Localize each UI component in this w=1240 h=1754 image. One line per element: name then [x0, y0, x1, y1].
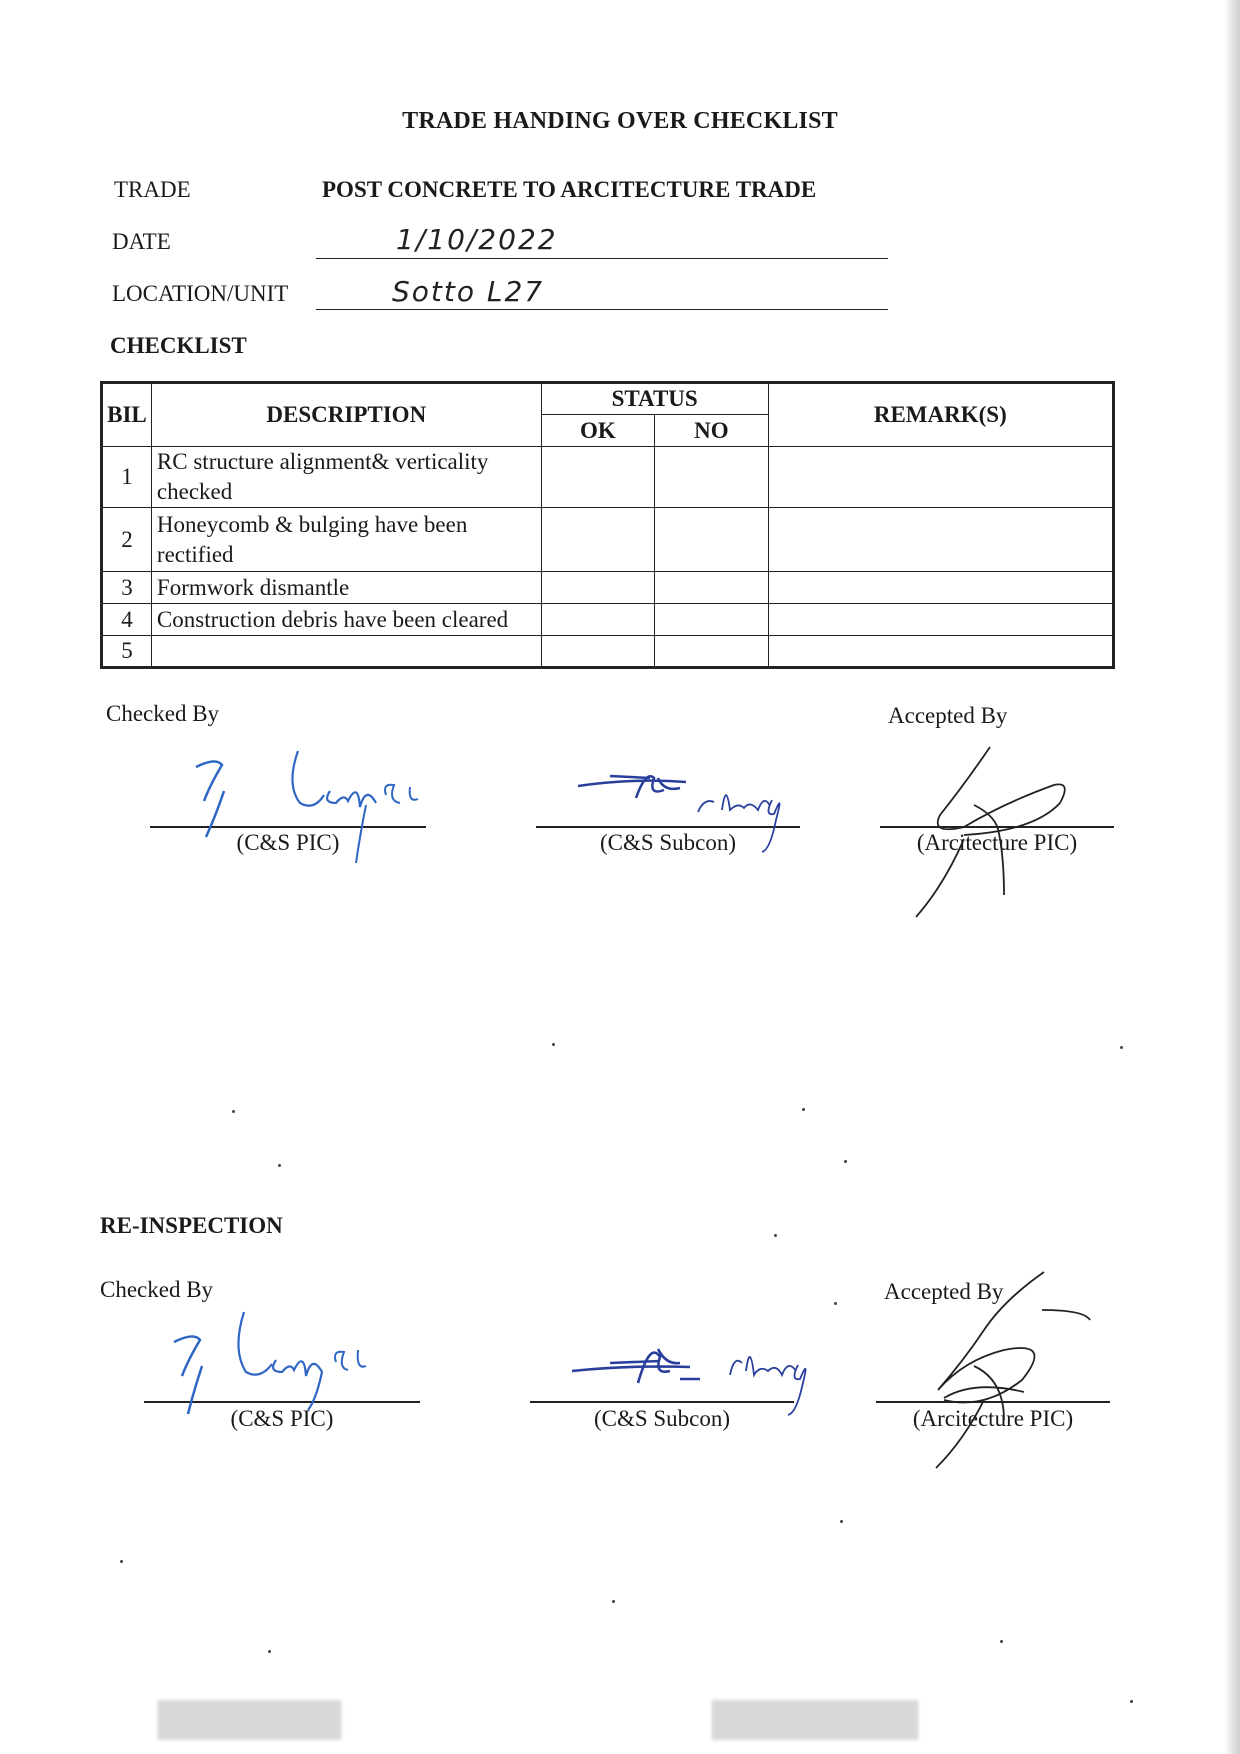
re-arch-pic-label: (Arcitecture PIC): [912, 1406, 1074, 1431]
scan-speck: [1130, 1700, 1133, 1703]
checked-by-label: Checked By: [106, 701, 220, 726]
table-header-row: [102, 383, 1114, 415]
table-row: [102, 447, 1114, 508]
cs-subcon-signature: [574, 770, 814, 860]
table-row: [102, 508, 1114, 572]
date-underline: [316, 258, 888, 259]
arch-pic-label: (Arcitecture PIC): [916, 830, 1078, 855]
col-description-header: DESCRIPTION: [151, 383, 541, 447]
accepted-by-label: Accepted By: [888, 703, 1008, 728]
document-title: TRADE HANDING OVER CHECKLIST: [402, 108, 838, 134]
re-cs-subcon-signature: [570, 1335, 820, 1425]
scan-speck: [552, 1043, 555, 1046]
row-bil: 1: [102, 447, 152, 508]
row-bil: 5: [102, 636, 152, 668]
row-remark-cell[interactable]: [768, 447, 1113, 508]
row-no-cell[interactable]: [655, 447, 768, 508]
row-description: Formwork dismantle: [151, 572, 541, 604]
reinspection-accepted-by-label: Accepted By: [884, 1279, 1004, 1304]
row-description: Honeycomb & bulging have been rectified: [151, 508, 541, 572]
row-ok-cell[interactable]: [541, 636, 654, 668]
row-description: RC structure alignment& verticality checked: [151, 447, 541, 508]
trade-value: POST CONCRETE TO ARCITECTURE TRADE: [322, 177, 817, 202]
scan-speck: [1120, 1046, 1123, 1049]
date-label: DATE: [112, 229, 171, 254]
re-cs-subcon-label: (C&S Subcon): [593, 1406, 731, 1431]
trade-label: TRADE: [114, 177, 191, 202]
row-description: [151, 636, 541, 668]
row-remark-cell[interactable]: [768, 636, 1113, 668]
row-bil: 4: [102, 604, 152, 636]
scan-speck: [1000, 1640, 1003, 1643]
cs-subcon-label: (C&S Subcon): [599, 830, 737, 855]
reinspection-checked-by-label: Checked By: [100, 1277, 214, 1302]
location-value: Sotto L27: [392, 275, 545, 308]
table-row: [102, 636, 1114, 668]
row-ok-cell[interactable]: [541, 447, 654, 508]
checklist-heading: CHECKLIST: [110, 333, 247, 358]
col-ok-header: OK: [541, 415, 654, 447]
row-remark-cell[interactable]: [768, 604, 1113, 636]
row-no-cell[interactable]: [655, 604, 768, 636]
scan-speck: [844, 1160, 847, 1163]
date-value: 1/10/2022: [396, 223, 558, 256]
scan-speck: [834, 1302, 837, 1305]
row-remark-cell[interactable]: [768, 572, 1113, 604]
col-remarks-header: REMARK(S): [768, 383, 1113, 447]
scan-speck: [802, 1108, 805, 1111]
col-bil-header: BIL: [102, 383, 152, 447]
row-description: Construction debris have been cleared: [151, 604, 541, 636]
table-row: [102, 572, 1114, 604]
scan-smudge: [712, 1700, 918, 1740]
scan-speck: [840, 1520, 843, 1523]
cs-pic-signature: [190, 745, 440, 865]
location-label: LOCATION/UNIT: [112, 281, 289, 306]
row-ok-cell[interactable]: [541, 508, 654, 572]
checklist-table: [100, 381, 1115, 669]
arch-pic-signature: [904, 745, 1104, 925]
cs-pic-label: (C&S PIC): [236, 830, 340, 855]
row-no-cell[interactable]: [655, 636, 768, 668]
row-ok-cell[interactable]: [541, 604, 654, 636]
col-status-header: STATUS: [541, 383, 768, 415]
row-remark-cell[interactable]: [768, 508, 1113, 572]
scan-smudge: [158, 1700, 342, 1740]
col-no-header: NO: [655, 415, 768, 447]
location-underline: [316, 309, 888, 310]
row-ok-cell[interactable]: [541, 572, 654, 604]
scan-speck: [268, 1650, 271, 1653]
scan-speck: [612, 1600, 615, 1603]
row-no-cell[interactable]: [655, 508, 768, 572]
table-row: [102, 604, 1114, 636]
scan-speck: [120, 1560, 123, 1563]
scan-speck: [278, 1164, 281, 1167]
re-cs-pic-signature: [168, 1310, 418, 1430]
scan-speck: [232, 1110, 235, 1113]
row-bil: 2: [102, 508, 152, 572]
scan-edge-shadow: [1224, 0, 1240, 1754]
reinspection-heading: RE-INSPECTION: [100, 1213, 283, 1238]
row-bil: 3: [102, 572, 152, 604]
re-cs-pic-label: (C&S PIC): [230, 1406, 334, 1431]
re-arch-pic-signature: [904, 1270, 1104, 1470]
scan-speck: [774, 1234, 777, 1237]
row-no-cell[interactable]: [655, 572, 768, 604]
